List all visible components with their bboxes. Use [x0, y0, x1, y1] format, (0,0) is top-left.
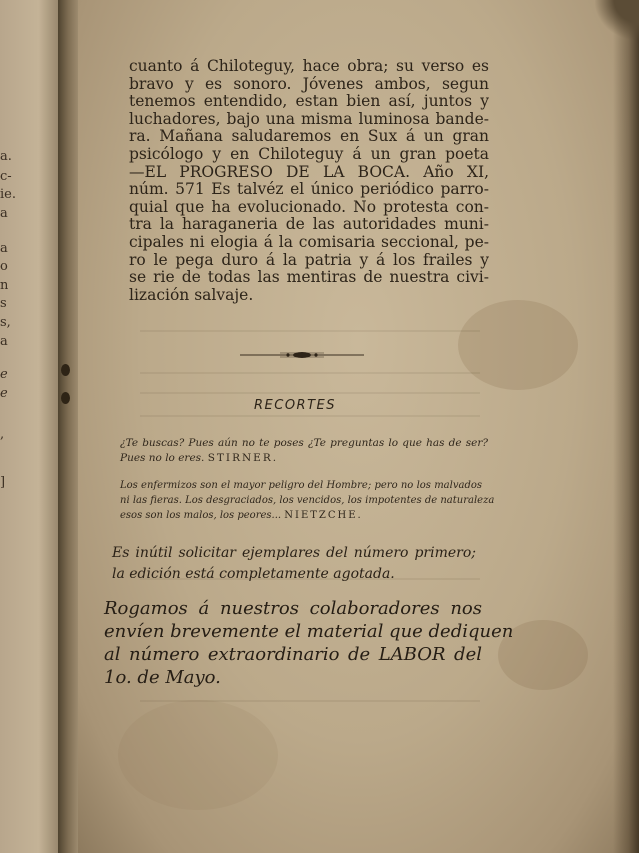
page-edge-shadow [613, 0, 639, 853]
left-fragment: a [0, 241, 8, 256]
article-line: se rie de todas las mentiras de nuestra civi- [129, 268, 489, 287]
appeal-line: Rogamos á nuestros colaboradores nos [104, 598, 482, 619]
left-fragment: e [0, 386, 8, 401]
left-fragment: a [0, 206, 8, 221]
clipping-line: ¿Te buscas? Pues aún no te poses ¿Te preguntas lo que has de ser? [120, 437, 488, 449]
left-fragment: n [0, 278, 9, 293]
left-fragment: ie. [0, 187, 16, 202]
notice-line: la edición está completamente agotada. [112, 566, 395, 582]
clipping-line [120, 451, 488, 466]
paper-stain [458, 300, 578, 390]
left-fragment: a [0, 334, 8, 349]
article-line: lización salvaje. [129, 285, 254, 304]
left-fragment: s, [0, 315, 11, 330]
clipping-author: NIETZCHE. [284, 510, 363, 521]
appeal-line: al número extraordinario de LABOR del [104, 644, 482, 665]
clipping-line: ni las fieras. Los desgraciados, los vencidos, los impotentes de naturaleza [120, 495, 495, 506]
article-line: tenemos entendido, estan bien así, juntos y [129, 92, 489, 111]
article-line: núm. 571 Es talvéz el único periódico parro- [129, 180, 489, 199]
bleed-through [140, 415, 480, 417]
left-fragment: e [0, 367, 8, 382]
torn-corner [595, 0, 639, 40]
edition-notice [112, 543, 476, 585]
article-line: luchadores, bajo una misma luminosa bande- [129, 109, 489, 128]
clipping-line: Los enfermizos son el mayor peligro del Hombre; pero no los malvados [120, 480, 482, 491]
bleed-through [140, 392, 480, 394]
article-line: ra. Mañana saludaremos en Sux á un gran [129, 127, 489, 146]
article-line: cuanto á Chiloteguy, hace obra; su verso es [129, 57, 489, 75]
clipping-author: STIRNER. [207, 452, 279, 464]
article-line: ro le pega duro á la patria y á los frailes y [129, 250, 489, 269]
binding-holes [58, 360, 72, 430]
clipping-text: Pues no lo eres. [120, 452, 205, 464]
notice-line: Es inútil solicitar ejemplares del número primero; [112, 545, 476, 561]
left-fragment: ] [0, 475, 6, 490]
left-fragment: a. [0, 149, 12, 164]
section-title-recortes: RECORTES [254, 398, 336, 413]
bleed-through [140, 330, 480, 332]
article-line: cipales ni elogia á la comisaria seccional, pe- [129, 232, 489, 251]
article-line: tra la haraganeria de las autoridades muni- [129, 215, 489, 234]
contributors-appeal [104, 597, 514, 689]
bleed-through [140, 700, 480, 702]
article-line: psicólogo y en Chiloteguy á un gran poeta [129, 144, 489, 163]
clipping-nietzche [120, 478, 495, 523]
appeal-line: envíen brevemente el material que dediquen [104, 621, 514, 642]
appeal-line: 1o. de Mayo. [104, 667, 221, 688]
article-text [129, 58, 489, 304]
paper-stain [118, 700, 278, 810]
clipping-text: esos son los malos, los peores... [120, 510, 282, 521]
left-fragment: o [0, 259, 8, 274]
article-line: —EL PROGRESO DE LA BOCA. Año XI, [129, 162, 489, 181]
left-fragment: , [0, 427, 5, 442]
left-fragment: c- [0, 169, 12, 184]
left-fragment: s [0, 296, 7, 311]
clipping-line [120, 508, 482, 523]
clipping-stirner [120, 436, 488, 466]
bleed-through [140, 372, 480, 374]
article-line: quial que ha evolucionado. No protesta con- [129, 197, 489, 216]
article-line: bravo y es sonoro. Jóvenes ambos, segun [129, 74, 489, 93]
divider-ornament [240, 348, 364, 362]
